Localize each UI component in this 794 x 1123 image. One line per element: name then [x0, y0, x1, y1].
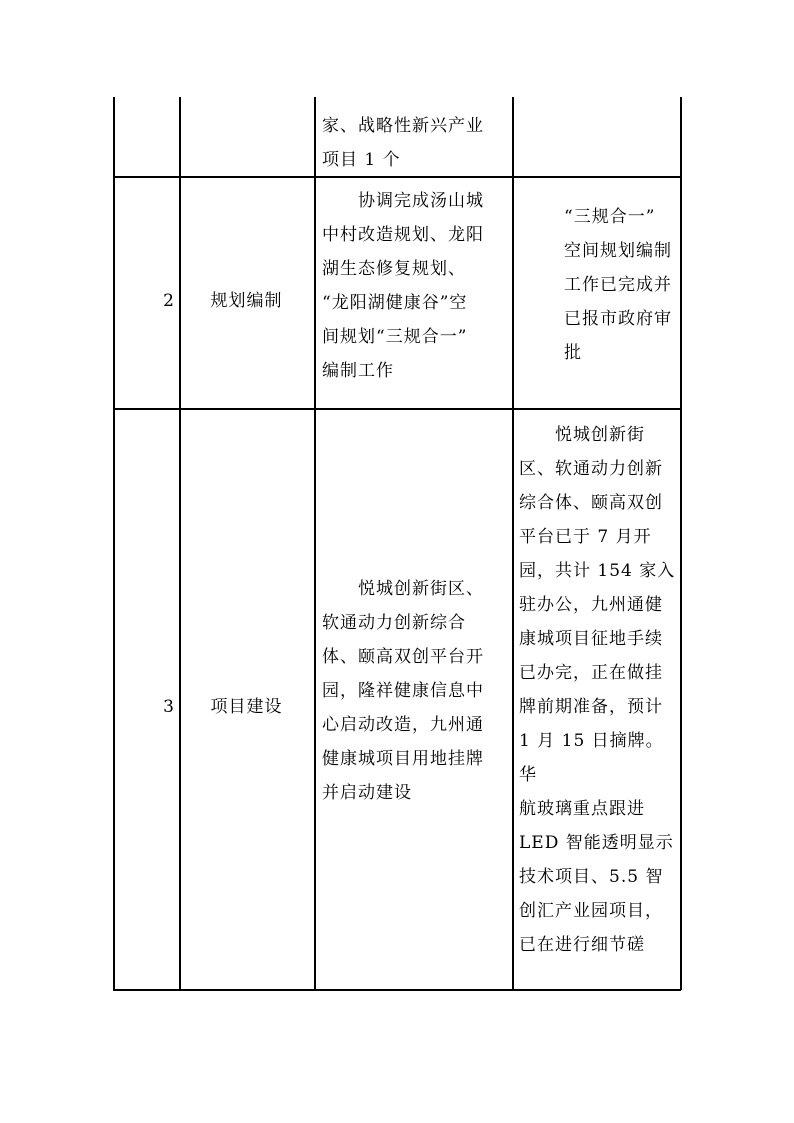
table-col-divider-3 — [512, 97, 514, 990]
table-row-3-no: 3 — [163, 697, 175, 717]
table-row-2-progress: “三规合一” 空间规划编制 工作已完成并 已报市政府审 批 — [564, 207, 672, 363]
table-row-3-progress: 悦城创新街 区、软通动力创新 综合体、颐高双创 平台已于 7 月开 园，共计 154 家入 驻办公，九州通健 康城项目征地手续 已办完，正在做挂 牌前期准备，预计 1 月 15 日摘牌。华 航玻璃重点跟进 LED 智能透明显示 技术项目、5.5 智 创汇产业园项目， 已在进行细节磋 — [519, 425, 676, 955]
table-col-divider-1 — [179, 97, 181, 990]
table-row-3-plan: 悦城创新街区、 软通动力创新综合 体、颐高双创平台开 园，隆祥健康信息中 心启动改造，九州通 健康城项目用地挂牌 并启动建设 — [322, 579, 484, 803]
table-row-2-no: 2 — [163, 291, 175, 311]
table-row-2-item: 规划编制 — [210, 291, 283, 311]
table-row-divider-2 — [113, 408, 681, 410]
table-row-2-plan: 协调完成汤山城 中村改造规划、龙阳 湖生态修复规划、 “龙阳湖健康谷”空 间规划“三规合一” 编制工作 — [322, 191, 484, 381]
table-row-3-item: 项目建设 — [210, 697, 283, 717]
table-row-1-no — [115, 97, 177, 176]
table-border-left — [113, 97, 115, 990]
table-row-1-plan: 家、战略性新兴产业 项目 1 个 — [322, 116, 484, 170]
table-col-divider-2 — [314, 97, 316, 990]
table-row-1-progress — [519, 109, 677, 177]
table-border-bottom — [113, 989, 681, 991]
table-border-right — [680, 97, 682, 990]
table-row-1-item — [181, 97, 312, 176]
